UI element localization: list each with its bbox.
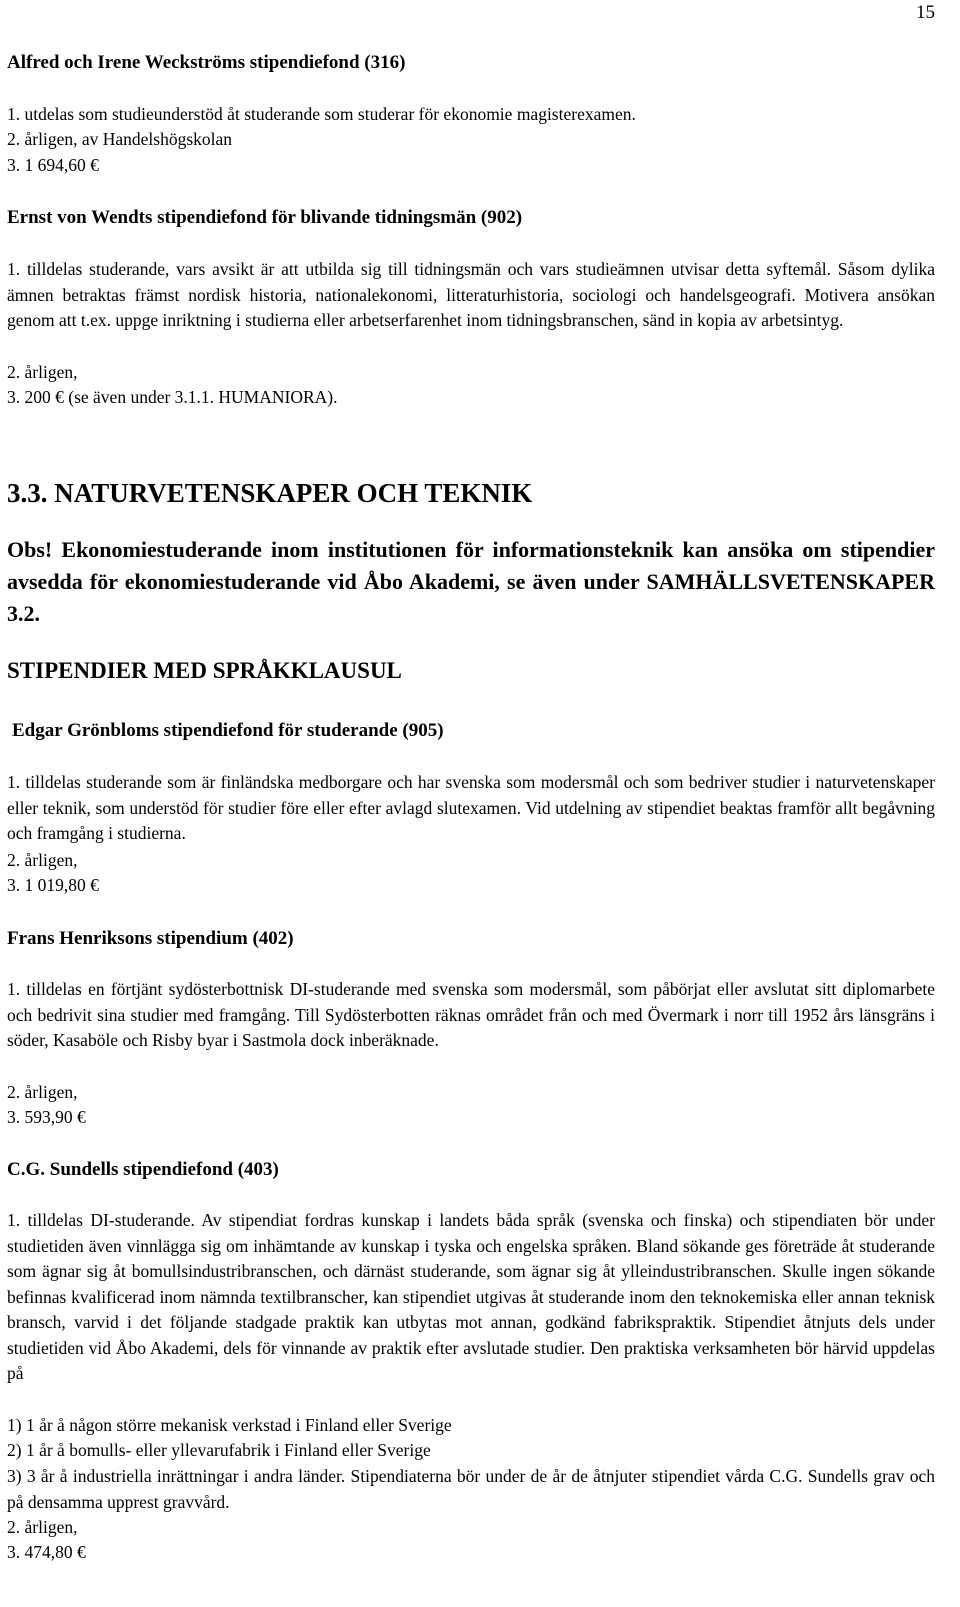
- henrikson-item-1: 1. tilldelas en förtjänt sydösterbottnisk DI-studerande med svenska som modersmål, som påbörjat eller avslutat sitt diplomarbete och bedrivit sina studier med framgång. Till Sydösterbotten räknas området från och med Övermark i norr till 1952 års länsgräns i söder, Kasaböle och Risby byar i Sastmola dock inberäknade.: [7, 979, 935, 1050]
- wendt-item-3: 3. 200 € (se även under 3.1.1. HUMANIORA).: [7, 387, 338, 407]
- gronblom-item-3: 3. 1 019,80 €: [7, 875, 99, 895]
- wendt-item-1: 1. tilldelas studerande, vars avsikt är att utbilda sig till tidningsmän och vars studieämnen utvisar detta syftemål. Såsom dylika ämnen betraktas främst nordisk historia, nationalekonomi, litteraturhistoria, sociologi och handelsgeografi. Motivera ansökan genom att t.ex. uppge inriktning i studierna eller arbetserfarenhet inom tidningsbranschen, sänd in kopia av arbetsintyg.: [7, 259, 935, 330]
- fund-title-weckstrom: Alfred och Irene Weckströms stipendiefond (316): [7, 52, 406, 73]
- wendt-item-2: 2. årligen,: [7, 362, 78, 382]
- sundell-practice-3: 3) 3 år å industriella inrättningar i andra länder. Stipendiaterna bör under de år de åtnjuter stipendiet vårda C.G. Sundells grav och på densamma upprest gravvård.: [7, 1466, 935, 1512]
- page-number: 15: [916, 2, 935, 23]
- fund-title-henrikson: Frans Henriksons stipendium (402): [7, 928, 294, 949]
- fund-title-sundell: C.G. Sundells stipendiefond (403): [7, 1159, 279, 1180]
- weckstrom-item-1: 1. utdelas som studieunderstöd åt studerande som studerar för ekonomie magisterexamen.: [7, 104, 636, 124]
- sundell-practice-1: 1) 1 år å någon större mekanisk verkstad i Finland eller Sverige: [7, 1415, 452, 1435]
- section-heading-sprakklausul: STIPENDIER MED SPRÅKKLAUSUL: [7, 658, 402, 683]
- henrikson-item-3: 3. 593,90 €: [7, 1107, 86, 1127]
- sundell-item-3: 3. 474,80 €: [7, 1542, 86, 1562]
- obs-notice: Obs! Ekonomiestuderande inom institutionen för informationsteknik kan ansöka om stipendier avsedda för ekonomiestuderande vid Åbo Akademi, se även under SAMHÄLLSVETENSKAPER 3.2.: [7, 537, 935, 626]
- sundell-practice-2: 2) 1 år å bomulls- eller yllevarufabrik i Finland eller Sverige: [7, 1440, 431, 1460]
- weckstrom-item-3: 3. 1 694,60 €: [7, 155, 99, 175]
- sundell-item-1: 1. tilldelas DI-studerande. Av stipendiat fordras kunskap i landets båda språk (svenska och finska) och stipendiaten bör under studietiden även vinnlägga sig om inhämtande av kunskap i tyska och engelska språken. Bland sökande ges företräde åt studerande som ägnar sig åt bomullsindustribranschen, och därnäst studerande, som ägnar sig åt ylleindustribranschen. Skulle ingen sökande befinnas kvalificerad inom nämnda textilbranscher, kan stipendiet utgivas åt studerande inom den teknokemiska eller annan teknisk bransch, varvid i det följande stadgade praktik kan utbytas mot annan, godkänd fabrikspraktik. Stipendiet åtnjuts dels under studietiden vid Åbo Akademi, dels för vinnande av praktik efter avslutade studier. Den praktiska verksamheten bör härvid uppdelas på: [7, 1210, 935, 1383]
- sundell-item-2: 2. årligen,: [7, 1517, 78, 1537]
- henrikson-item-2: 2. årligen,: [7, 1082, 78, 1102]
- weckstrom-item-2: 2. årligen, av Handelshögskolan: [7, 129, 233, 149]
- fund-title-gronblom: Edgar Grönbloms stipendiefond för studerande (905): [12, 720, 444, 741]
- section-heading-naturvetenskaper: 3.3. NATURVETENSKAPER OCH TEKNIK: [7, 478, 533, 508]
- fund-title-wendt: Ernst von Wendts stipendiefond för blivande tidningsmän (902): [7, 207, 523, 228]
- gronblom-item-2: 2. årligen,: [7, 850, 78, 870]
- gronblom-item-1: 1. tilldelas studerande som är finländska medborgare och har svenska som modersmål och som bedriver studier i naturvetenskaper eller teknik, som understöd för studier före eller efter avlagd slutexamen. Vid utdelning av stipendiet beaktas framför allt begåvning och framgång i studierna.: [7, 772, 935, 843]
